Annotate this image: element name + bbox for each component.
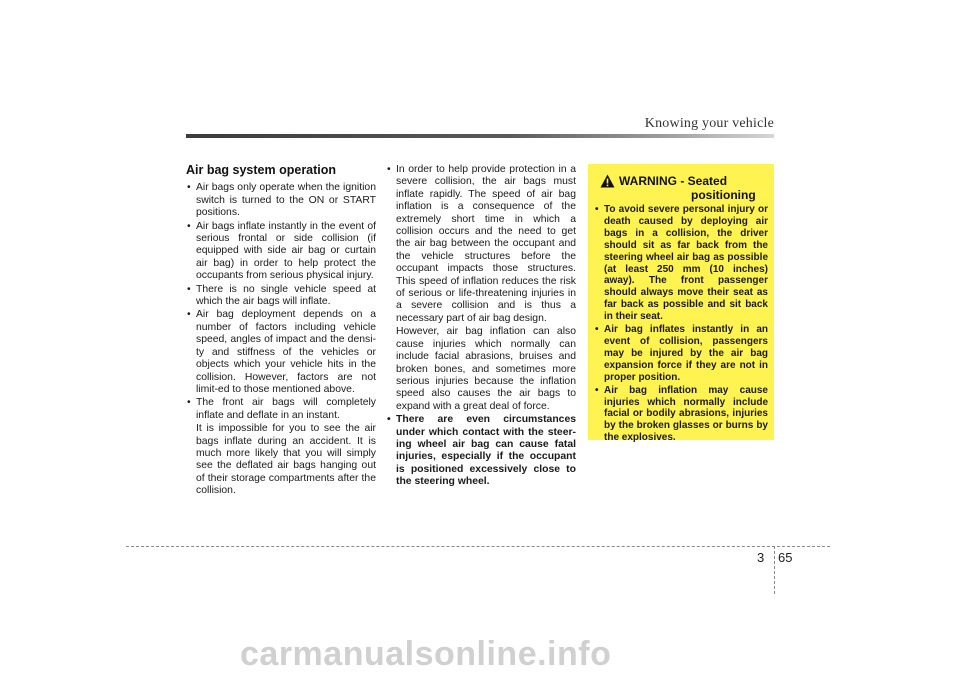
middle-bullet-list: [386, 164, 576, 489]
column-left: [186, 164, 376, 499]
warning-bullet-list: [594, 204, 768, 444]
list-item: • Air bag inflation may cause injuries which normally include facial or bodily abrasions, injuries by the broken glasses or burns by the explosives.: [594, 385, 768, 445]
list-item: • There are even circumstances under which contact with the steer-ing wheel air bag can cause fatal injuries, especially if the occupant is positioned excessively close to the steering wheel.: [386, 414, 576, 488]
list-item: • Air bag inflates instantly in an event of collision, passengers may be injured by the air bag expansion force if they are not in proper position.: [594, 324, 768, 384]
warning-header: [594, 174, 768, 204]
chapter-number: 3: [757, 550, 765, 565]
warning-label: WARNING - Seated: [619, 174, 728, 188]
section-title: Air bag system operation: [186, 163, 337, 177]
warning-box: [588, 164, 774, 444]
header-rule: [186, 134, 774, 138]
list-item: • Air bags inflate instantly in the event of serious frontal or side collision (if equipped with side air bag or curtain air bag) in order to help protect the occupants from serious physical injury.: [186, 221, 376, 283]
list-item: • To avoid severe personal injury or death caused by deploying air bags in a collision, the driver should sit as far back from the steering wheel air bag as possible (at least 250 mm (10 inches) away). The front passenger should always move their seat as far back as possible and sit back in their seat.: [594, 204, 768, 323]
page-number: 65: [778, 550, 793, 565]
column-middle: [386, 164, 576, 490]
list-item: • The front air bags will completely inflate and deflate in an instant. It is impossible for you to see the air bags inflate during an accident. It is much more likely that you will simply see the deflated air bags hanging out of their storage compartments after the collision.: [186, 397, 376, 497]
list-item: • Air bags only operate when the ignition switch is turned to the ON or START positions.: [186, 182, 376, 219]
left-bullet-list: [186, 182, 376, 497]
warning-triangle-icon: [600, 174, 615, 188]
running-header-title: Knowing your vehicle: [644, 116, 774, 131]
watermark: carmanualsonline.info: [240, 635, 612, 673]
list-item: • Air bag deployment depends on a number of factors including vehicle speed, angles of impact and the densi-ty and stiffness of the vehicles or objects which your vehicle hits in the collision. However, factors are not limit-ed to those mentioned above.: [186, 309, 376, 396]
list-item: • There is no single vehicle speed at which the air bags will inflate.: [186, 284, 376, 309]
page-number-divider: [774, 546, 775, 594]
warning-subject-line2: positioning: [691, 188, 756, 202]
footer-rule: [126, 546, 830, 547]
list-item: • In order to help provide protection in a severe collision, the air bags must inflate rapidly. The speed of air bag inflation is a consequence of the extremely short time in which a collision occurs and the need to get the air bag between the occupant and the vehicle structures before the occupant impacts those structures. This speed of inflation reduces the risk of serious or life-threatening injuries in a severe collision and is thus a necessary part of air bag design. However, air bag inflation can also cause injuries which normally can include facial abrasions, bruises and broken bones, and sometimes more serious injuries because the inflation speed also causes the air bags to expand with a great deal of force.: [386, 164, 576, 413]
